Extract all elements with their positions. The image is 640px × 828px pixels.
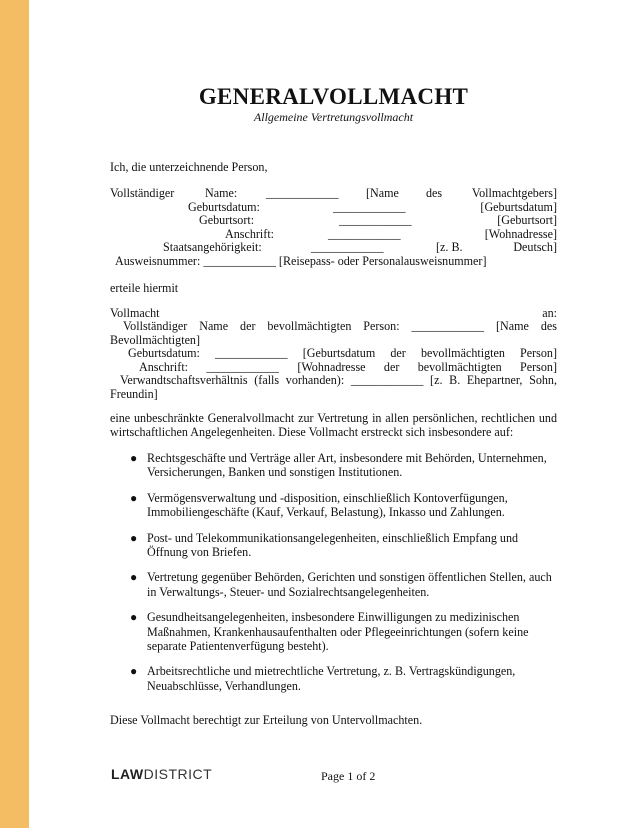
principal-nationality-row	[110, 240, 557, 254]
bullet-icon: ●	[130, 490, 138, 505]
list-item	[110, 451, 557, 480]
bullet-icon: ●	[130, 664, 138, 679]
list-item-text: Vertretung gegenüber Behörden, Gerichten und sonstigen öffentlichen Stellen, auch in Verwaltungs-, Steuer- und Sozialrechtsangelegenheiten.	[147, 570, 552, 599]
intro-text: Ich, die unterzeichnende Person,	[110, 160, 268, 174]
principal-birthdate-row	[110, 200, 557, 214]
agent-relation-line: Freundin]	[110, 387, 158, 401]
principal-nationality-label: Staatsangehörigkeit:	[163, 240, 262, 254]
agent-heading-label: an:	[542, 306, 557, 320]
principal-address-label: Anschrift:	[225, 227, 275, 241]
principal-name-blank: ____________	[266, 186, 339, 200]
agent-name-line: Bevollmächtigten]	[110, 333, 201, 347]
agent-relation-line: Verwandtschaftsverhältnis (falls vorhanden): ____________ [z. B. Ehepartner, Sohn,	[120, 373, 557, 387]
principal-nationality-hint: Deutsch]	[513, 240, 557, 254]
bullet-icon: ●	[130, 610, 138, 625]
principal-address-blank: ____________	[328, 227, 401, 241]
principal-address-row	[110, 227, 557, 241]
principal-birthdate-hint: [Geburtsdatum]	[480, 200, 557, 214]
document-subtitle: Allgemeine Vertretungsvollmacht	[253, 110, 414, 124]
principal-name-label: Vollständiger	[110, 186, 175, 200]
logo-bold-part: LAW	[111, 766, 144, 782]
agent-heading-label: Vollmacht	[110, 306, 160, 320]
bullet-icon: ●	[130, 451, 138, 465]
principal-birthdate-blank: ____________	[333, 200, 406, 214]
sidebar-accent-bar	[0, 0, 29, 828]
principal-birthplace-row	[110, 213, 557, 227]
principal-birthplace-label: Geburtsort:	[199, 213, 255, 227]
agent-birthdate-line: Geburtsdatum: ____________ [Geburtsdatum der bevollmächtigten Person]	[128, 346, 557, 360]
page-number: Page 1 of 2	[321, 769, 376, 783]
principal-name-hint: [Name	[366, 186, 399, 200]
list-item	[110, 610, 557, 653]
list-item-text: Arbeitsrechtliche und mietrechtliche Vertretung, z. B. Vertragskündigungen, Neuabschlüsse, Verhandlungen.	[147, 664, 516, 693]
document-title: GENERALVOLLMACHT	[198, 84, 469, 109]
principal-nationality-hint: [z. B.	[436, 240, 463, 254]
list-item	[110, 664, 557, 693]
list-item-text: Post- und Telekommunikationsangelegenheiten, einschließlich Empfang und Öffnung von Briefen.	[147, 530, 519, 560]
principal-name-hint: Vollmachtgebers]	[471, 186, 557, 200]
bullet-icon: ●	[130, 530, 138, 545]
principal-birthplace-hint: [Geburtsort]	[497, 213, 557, 227]
principal-nationality-blank: ____________	[311, 240, 384, 254]
list-item-text: Vermögensverwaltung und -disposition, einschließlich Kontoverfügungen, Immobiliengeschäfte (Kauf, Verkauf, Belastung), Inkasso und Zahlungen.	[147, 490, 508, 520]
principal-name-label2: Name:	[205, 186, 238, 200]
logo-rest-part: DISTRICT	[143, 766, 213, 782]
agent-address-line: Anschrift: ____________ [Wohnadresse der bevollmächtigten Person]	[139, 360, 557, 374]
lawdistrict-logo	[111, 766, 212, 782]
list-item-text: Gesundheitsangelegenheiten, insbesondere Einwilligungen zu medizinischen Maßnahmen, Krankenhausaufenthalten oder Pflegeeinrichtungen (sofern keine separate Patientenverfügung besteht).	[147, 610, 529, 654]
list-item	[110, 570, 557, 599]
principal-birthdate-label: Geburtsdatum:	[188, 200, 260, 214]
list-item	[110, 531, 557, 560]
scope-list	[110, 451, 557, 693]
principal-id-row: Ausweisnummer: ____________ [Reisepass- oder Personalausweisnummer]	[115, 254, 487, 268]
bullet-icon: ●	[130, 570, 138, 585]
list-item-text: Rechtsgeschäfte und Verträge aller Art, insbesondere mit Behörden, Unternehmen, Versicherungen, Banken und sonstigen Institutionen.	[147, 451, 547, 480]
principal-address-hint: [Wohnadresse]	[484, 227, 557, 241]
principal-birthplace-blank: ____________	[339, 213, 412, 227]
list-item	[110, 491, 557, 520]
grant-text: erteile hiermit	[110, 281, 179, 295]
closing-text: Diese Vollmacht berechtigt zur Erteilung von Untervollmachten.	[110, 713, 423, 727]
agent-heading-row	[110, 306, 557, 320]
agent-name-line: Vollständiger Name der bevollmächtigten Person: ____________ [Name des	[123, 319, 557, 333]
scope-paragraph: eine unbeschränkte Generalvollmacht zur Vertretung in allen persönlichen, rechtlichen und wirtschaftlichen Angelegenheiten. Diese Vollmacht erstreckt sich insbesondere auf:	[110, 411, 557, 440]
principal-name-row	[110, 186, 557, 200]
principal-name-hint: des	[426, 186, 443, 200]
